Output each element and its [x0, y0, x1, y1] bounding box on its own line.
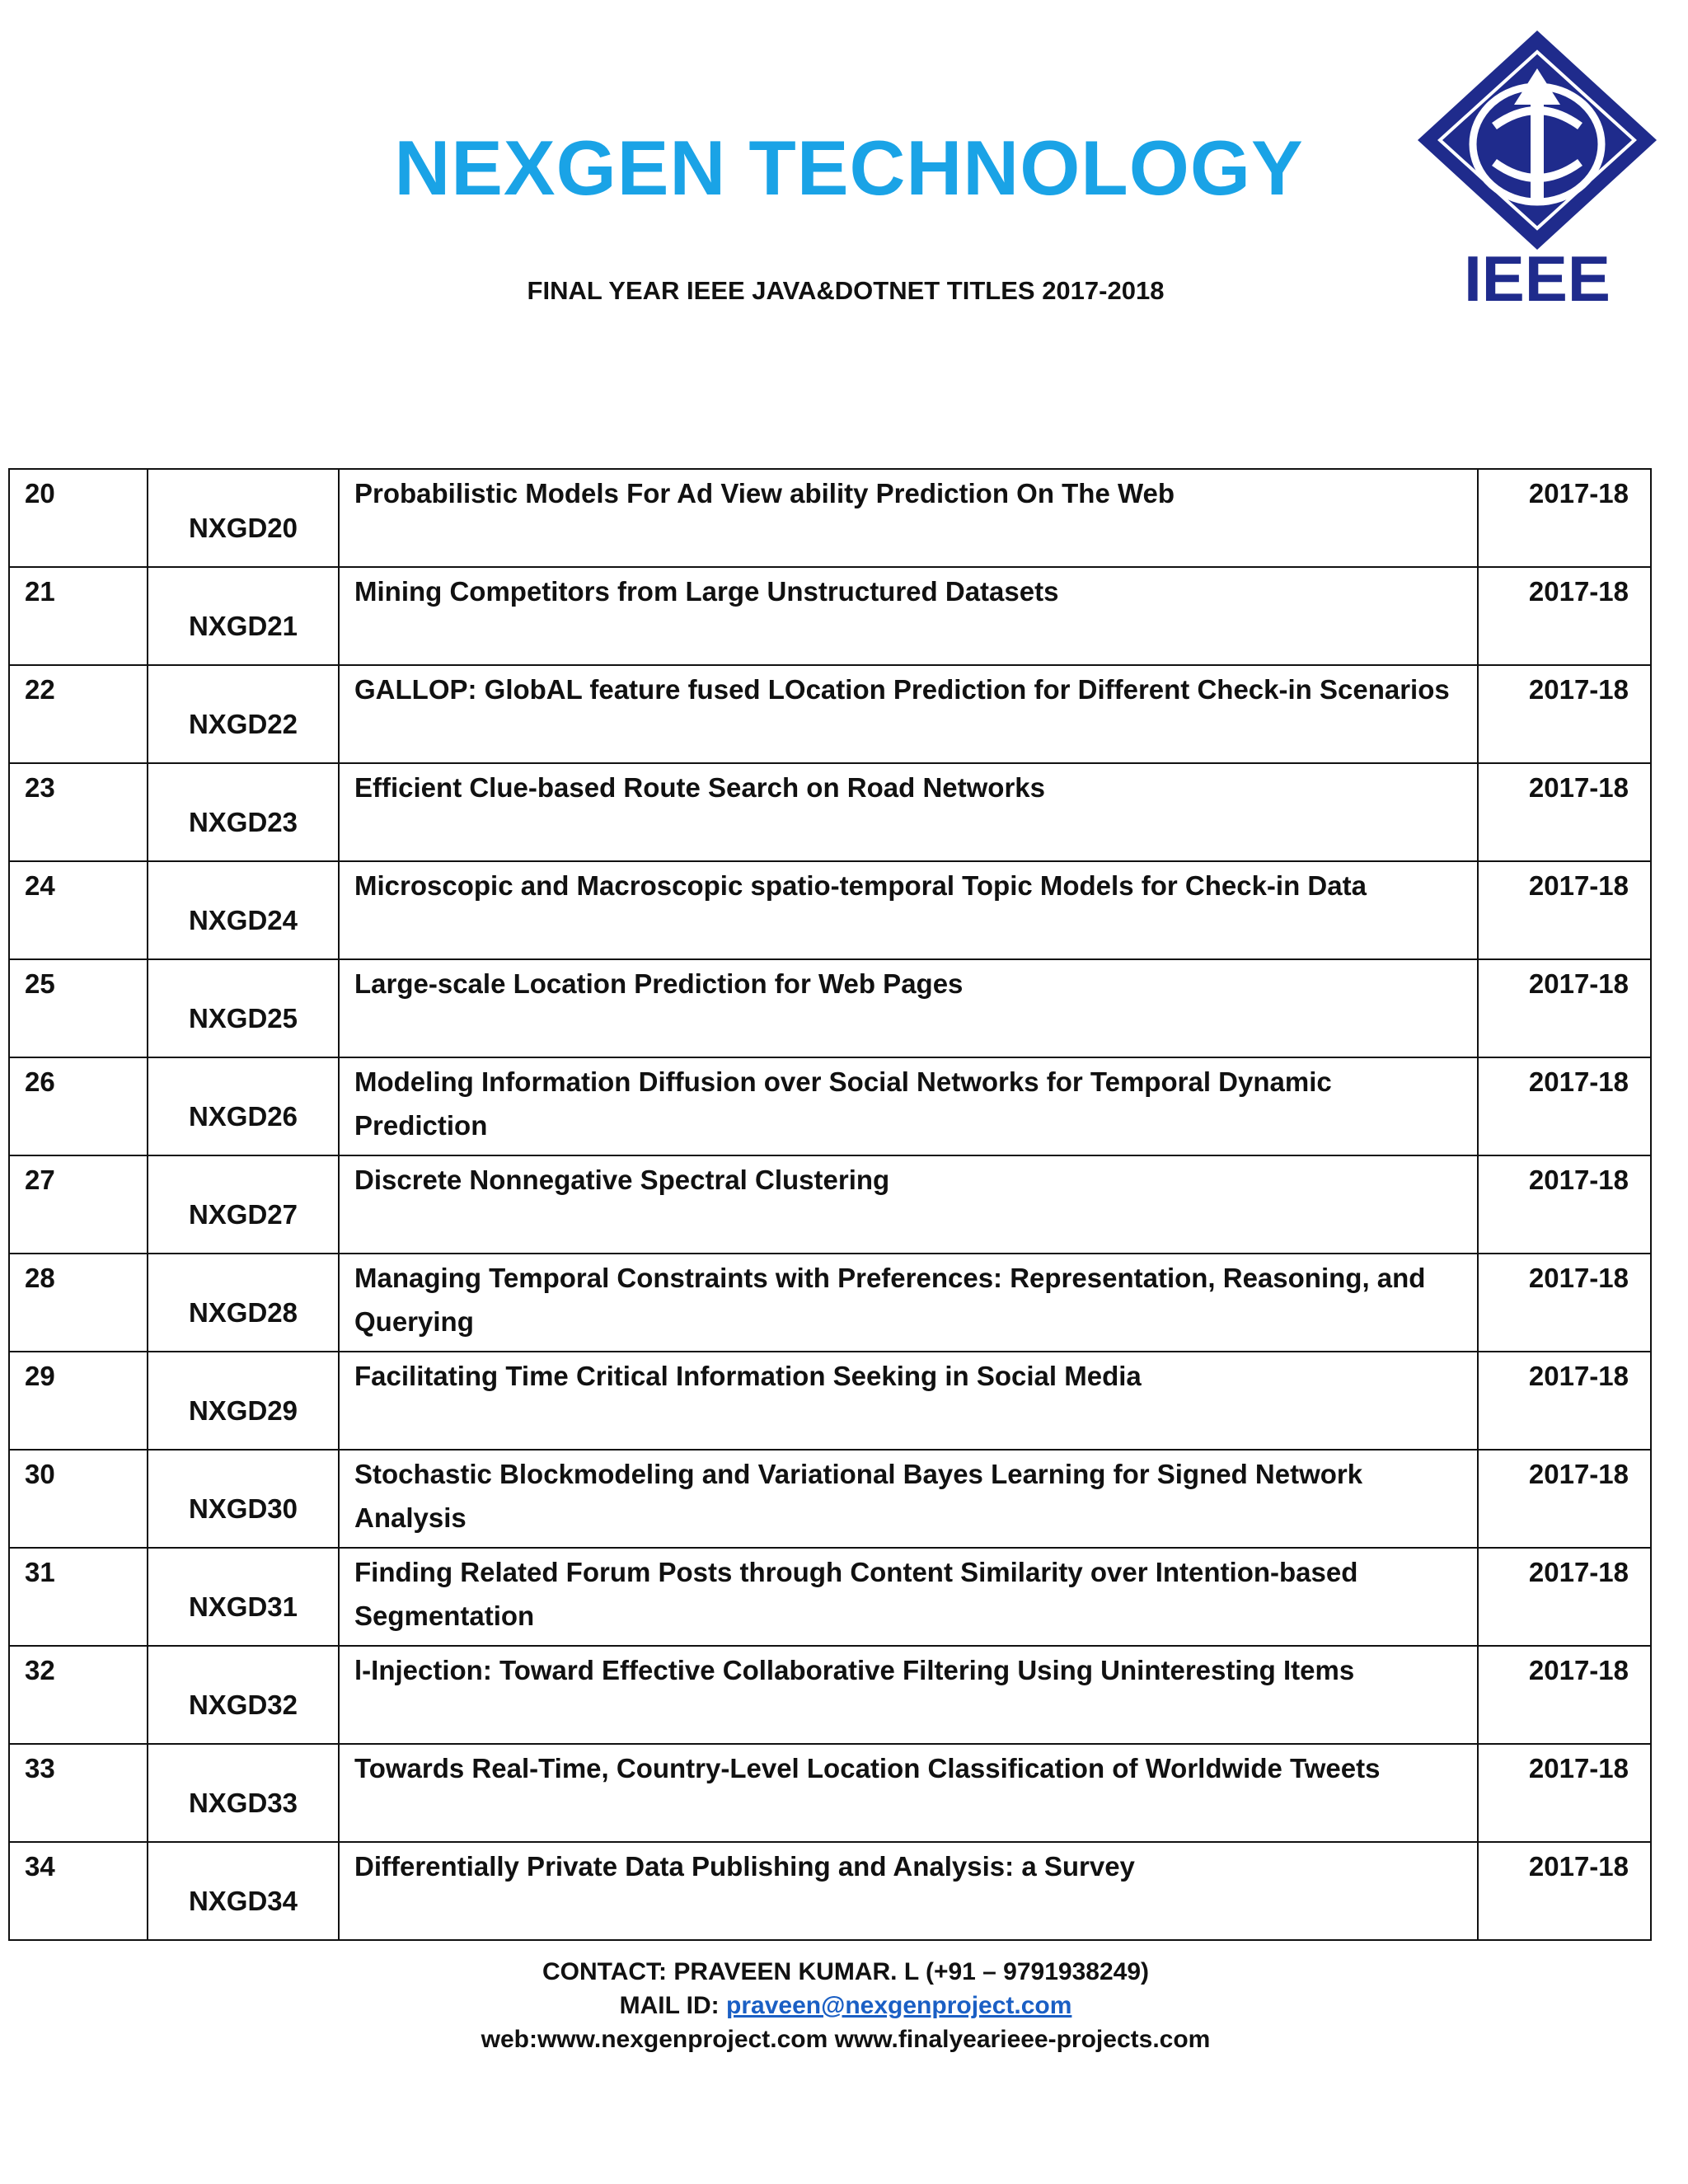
project-title-cell	[339, 1450, 1478, 1548]
row-number-cell	[9, 469, 148, 567]
project-title-cell	[339, 1744, 1478, 1842]
project-year-cell	[1478, 469, 1651, 567]
project-code-cell	[148, 1352, 339, 1450]
project-year-cell	[1478, 1842, 1651, 1940]
ieee-logo-icon	[1414, 29, 1661, 309]
project-year: 2017-18	[1528, 1459, 1629, 1489]
project-code: NXGD24	[188, 905, 298, 935]
project-year: 2017-18	[1528, 1165, 1629, 1195]
project-code-cell	[148, 861, 339, 959]
project-title-cell	[339, 1548, 1478, 1646]
document-subtitle: FINAL YEAR IEEE JAVA&DOTNET TITLES 2017-2018	[527, 276, 1165, 305]
row-number-cell	[9, 1548, 148, 1646]
project-year: 2017-18	[1528, 1557, 1629, 1587]
mail-label: MAIL ID:	[619, 1992, 720, 2019]
row-number-cell	[9, 1842, 148, 1940]
project-year-cell	[1478, 959, 1651, 1057]
project-code-cell	[148, 1155, 339, 1254]
project-title-cell	[339, 469, 1478, 567]
project-year: 2017-18	[1528, 1066, 1629, 1097]
project-year-cell	[1478, 861, 1651, 959]
project-title: Discrete Nonnegative Spectral Clustering	[354, 1165, 890, 1195]
project-year: 2017-18	[1528, 772, 1629, 803]
project-code-cell	[148, 567, 339, 665]
project-title-cell	[339, 1646, 1478, 1744]
table-row	[9, 1548, 1651, 1646]
row-number-cell	[9, 1057, 148, 1155]
project-year: 2017-18	[1528, 968, 1629, 999]
row-number: 30	[25, 1459, 55, 1489]
footer	[0, 1955, 1688, 2056]
project-code: NXGD31	[188, 1591, 298, 1622]
project-code: NXGD25	[188, 1003, 298, 1033]
project-title-cell	[339, 1842, 1478, 1940]
table-row	[9, 567, 1651, 665]
table-row	[9, 1254, 1651, 1352]
project-year: 2017-18	[1528, 1851, 1629, 1882]
row-number: 34	[25, 1851, 55, 1882]
project-year: 2017-18	[1528, 478, 1629, 509]
project-code: NXGD20	[188, 513, 298, 543]
row-number-cell	[9, 959, 148, 1057]
project-title: Managing Temporal Constraints with Preferences: Representation, Reasoning, and Querying	[354, 1263, 1426, 1337]
project-year-cell	[1478, 1646, 1651, 1744]
project-year-cell	[1478, 1352, 1651, 1450]
project-year-cell	[1478, 567, 1651, 665]
project-code: NXGD33	[188, 1788, 298, 1818]
project-year: 2017-18	[1528, 1655, 1629, 1685]
project-title: Finding Related Forum Posts through Content Similarity over Intention-based Segmentation	[354, 1557, 1358, 1631]
project-title: l-Injection: Toward Effective Collaborative Filtering Using Uninteresting Items	[354, 1655, 1355, 1685]
project-year-cell	[1478, 1744, 1651, 1842]
row-number: 32	[25, 1655, 55, 1685]
row-number: 20	[25, 478, 55, 509]
project-code-cell	[148, 665, 339, 763]
row-number-cell	[9, 861, 148, 959]
project-code: NXGD29	[188, 1395, 298, 1426]
table-row	[9, 1057, 1651, 1155]
project-code-cell	[148, 1842, 339, 1940]
row-number-cell	[9, 665, 148, 763]
table-row	[9, 1842, 1651, 1940]
project-title-cell	[339, 1155, 1478, 1254]
table-row	[9, 763, 1651, 861]
project-code: NXGD30	[188, 1493, 298, 1524]
row-number: 33	[25, 1753, 55, 1783]
row-number: 26	[25, 1066, 55, 1097]
row-number: 28	[25, 1263, 55, 1293]
web-line: web:www.nexgenproject.com www.finalyearieee-projects.com	[481, 2026, 1211, 2053]
mail-line	[0, 1989, 1688, 2022]
titles-table	[8, 468, 1652, 1941]
row-number-cell	[9, 1450, 148, 1548]
project-title-cell	[339, 959, 1478, 1057]
project-title-cell	[339, 763, 1478, 861]
project-code: NXGD26	[188, 1101, 298, 1132]
project-year: 2017-18	[1528, 1753, 1629, 1783]
project-year-cell	[1478, 1254, 1651, 1352]
project-title: Mining Competitors from Large Unstructured Datasets	[354, 576, 1059, 607]
project-code-cell	[148, 1744, 339, 1842]
project-title: Stochastic Blockmodeling and Variational Bayes Learning for Signed Network Analysis	[354, 1459, 1363, 1533]
table-row	[9, 1646, 1651, 1744]
row-number-cell	[9, 1254, 148, 1352]
project-code: NXGD23	[188, 807, 298, 837]
table-row	[9, 665, 1651, 763]
table-row	[9, 861, 1651, 959]
row-number: 27	[25, 1165, 55, 1195]
contact-line: CONTACT: PRAVEEN KUMAR. L (+91 – 9791938249)	[542, 1958, 1150, 1985]
table-row	[9, 1450, 1651, 1548]
project-code-cell	[148, 469, 339, 567]
project-code-cell	[148, 1548, 339, 1646]
row-number: 21	[25, 576, 55, 607]
project-title-cell	[339, 1352, 1478, 1450]
table-row	[9, 469, 1651, 567]
row-number: 31	[25, 1557, 55, 1587]
row-number: 24	[25, 870, 55, 901]
row-number: 22	[25, 674, 55, 705]
project-code: NXGD34	[188, 1886, 298, 1916]
company-title: NEXGEN TECHNOLOGY	[394, 124, 1304, 211]
project-year: 2017-18	[1528, 870, 1629, 901]
project-code: NXGD21	[188, 611, 298, 641]
row-number-cell	[9, 1646, 148, 1744]
project-title: Towards Real-Time, Country-Level Location Classification of Worldwide Tweets	[354, 1753, 1381, 1783]
project-year-cell	[1478, 1450, 1651, 1548]
project-title-cell	[339, 861, 1478, 959]
row-number: 25	[25, 968, 55, 999]
row-number: 29	[25, 1361, 55, 1391]
project-year: 2017-18	[1528, 674, 1629, 705]
project-title: Facilitating Time Critical Information Seeking in Social Media	[354, 1361, 1142, 1391]
project-code-cell	[148, 1057, 339, 1155]
table-row	[9, 959, 1651, 1057]
project-code-cell	[148, 1450, 339, 1548]
project-year-cell	[1478, 1057, 1651, 1155]
row-number-cell	[9, 1744, 148, 1842]
project-title: Differentially Private Data Publishing and Analysis: a Survey	[354, 1851, 1135, 1882]
project-year-cell	[1478, 763, 1651, 861]
project-title: Probabilistic Models For Ad View ability Prediction On The Web	[354, 478, 1175, 509]
project-code: NXGD32	[188, 1690, 298, 1720]
project-year-cell	[1478, 665, 1651, 763]
ieee-logo-text: IEEE	[1464, 242, 1611, 309]
row-number-cell	[9, 1155, 148, 1254]
project-code: NXGD22	[188, 709, 298, 739]
project-title: Efficient Clue-based Route Search on Road Networks	[354, 772, 1045, 803]
project-year: 2017-18	[1528, 1361, 1629, 1391]
project-year: 2017-18	[1528, 576, 1629, 607]
project-year-cell	[1478, 1155, 1651, 1254]
project-code-cell	[148, 1646, 339, 1744]
row-number-cell	[9, 1352, 148, 1450]
project-title-cell	[339, 1254, 1478, 1352]
project-year-cell	[1478, 1548, 1651, 1646]
project-title: Large-scale Location Prediction for Web Pages	[354, 968, 964, 999]
project-code: NXGD27	[188, 1199, 298, 1230]
project-code: NXGD28	[188, 1297, 298, 1328]
project-title-cell	[339, 567, 1478, 665]
project-title: Modeling Information Diffusion over Social Networks for Temporal Dynamic Prediction	[354, 1066, 1332, 1141]
table-row	[9, 1744, 1651, 1842]
row-number: 23	[25, 772, 55, 803]
project-code-cell	[148, 763, 339, 861]
project-code-cell	[148, 959, 339, 1057]
row-number-cell	[9, 567, 148, 665]
project-title-cell	[339, 1057, 1478, 1155]
project-title-cell	[339, 665, 1478, 763]
table-row	[9, 1155, 1651, 1254]
table-row	[9, 1352, 1651, 1450]
project-title: GALLOP: GlobAL feature fused LOcation Prediction for Different Check-in Scenarios	[354, 674, 1450, 705]
project-year: 2017-18	[1528, 1263, 1629, 1293]
project-code-cell	[148, 1254, 339, 1352]
project-title: Microscopic and Macroscopic spatio-temporal Topic Models for Check-in Data	[354, 870, 1367, 901]
mail-link[interactable]: praveen@nexgenproject.com	[726, 1992, 1072, 2019]
row-number-cell	[9, 763, 148, 861]
